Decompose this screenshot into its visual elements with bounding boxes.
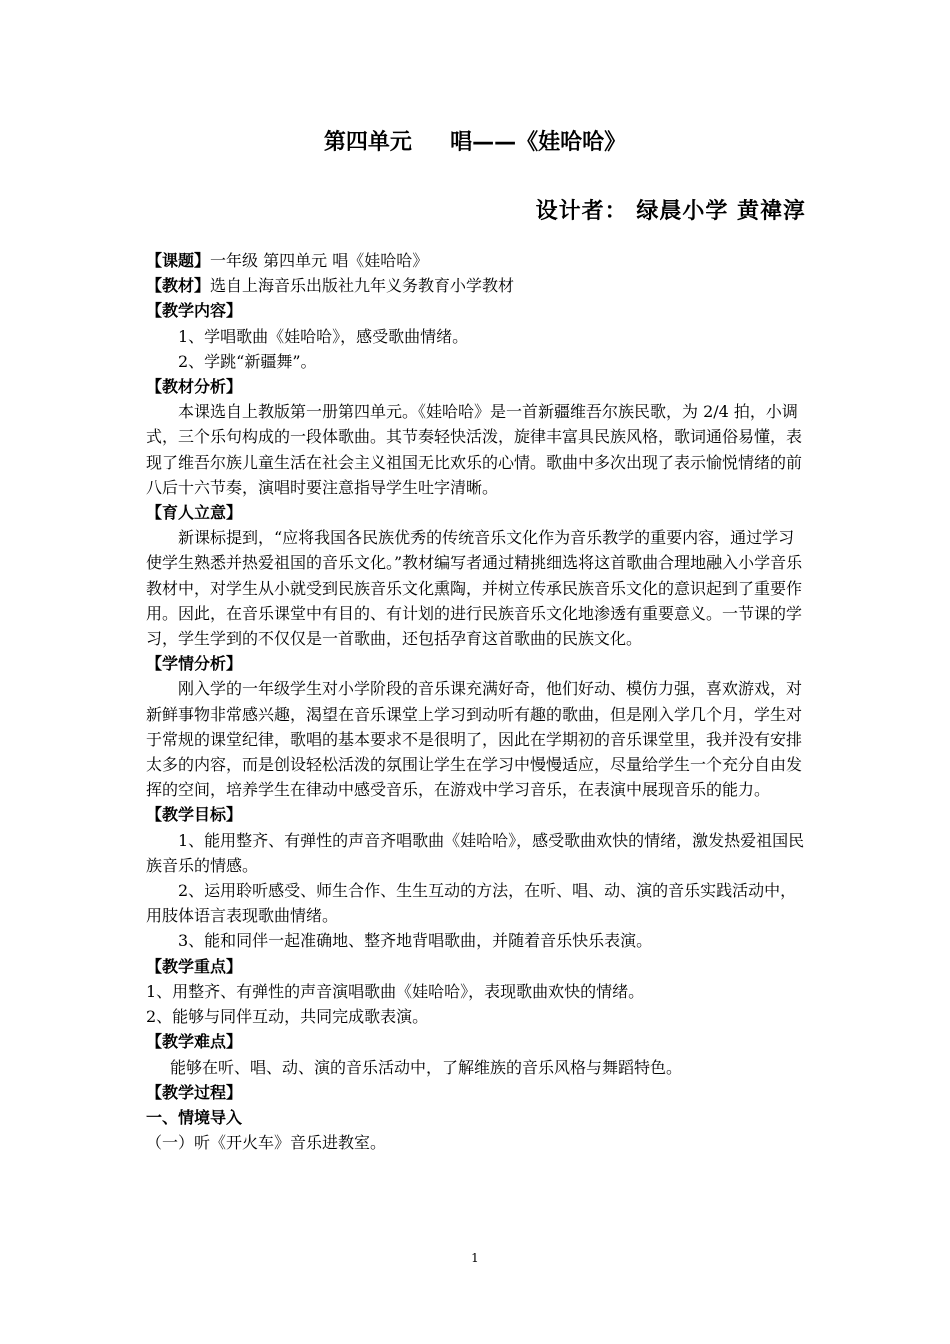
- paragraph: 本课选自上教版第一册第四单元。《娃哈哈》是一首新疆维吾尔族民歌，为 2/4 拍，小调式，三个乐句构成的一段体歌曲。其节奏轻快活泼，旋律丰富具民族风格，歌词通俗易懂，表现了维吾尔族儿童生活在社会主义祖国无比欢乐的心情。歌曲中多次出现了表示愉悦情绪的前八后十六节奏，演唱时要注意指导学生吐字清晰。: [146, 402, 803, 497]
- paragraph: 刚入学的一年级学生对小学阶段的音乐课充满好奇，他们好动、模仿力强，喜欢游戏，对新鲜事物非常感兴趣，渴望在音乐课堂上学习到动听有趣的歌曲，但是刚入学几个月，学生对于常规的课堂纪律，歌唱的基本要求不是很明了，因此在学期初的音乐课堂里，我并没有安排太多的内容，而是创设轻松活泼的氛围让学生在学习中慢慢适应，尽量给学生一个充分自由发挥的空间，培养学生在律动中感受音乐，在游戏中学习音乐，在表演中展现音乐的能力。: [146, 679, 803, 800]
- page-number: 1: [471, 1251, 479, 1265]
- section-heading: 【学情分析】: [146, 654, 243, 674]
- topic-text: 一年级 第四单元 唱《娃哈哈》: [210, 251, 429, 270]
- paragraph: 新课标提到，“应将我国各民族优秀的传统音乐文化作为音乐教学的重要内容，通过学习使学生熟悉并热爱祖国的音乐文化。”教材编写者通过精挑细选将这首歌曲合理地融入小学音乐教材中，对学生从小就受到民族音乐文化熏陶，并树立传承民族音乐文化的意识起到了重要作用。因此，在音乐课堂中有目的、有计划的进行民族音乐文化地渗透有重要意义。一节课的学习，学生学到的不仅仅是一首歌曲，还包括孕育这首歌曲的民族文化。: [146, 528, 803, 649]
- process-substep: （一）听《开火车》音乐进教室。: [146, 1133, 387, 1153]
- section-heading: 【教学难点】: [146, 1032, 243, 1052]
- lesson-plan-body: [146, 248, 806, 1155]
- list-item: 1、能用整齐、有弹性的声音齐唱歌曲《娃哈哈》，感受歌曲欢快的情绪，激发热爱祖国民族音乐的情感。: [146, 830, 805, 875]
- list-item: 3、能和同伴一起准确地、整齐地背唱歌曲，并随着音乐快乐表演。: [178, 931, 653, 951]
- list-item: 2、能够与同伴互动，共同完成歌表演。: [146, 1007, 429, 1027]
- document-title: 第四单元 唱——《娃哈哈》: [323, 130, 627, 155]
- section-heading: 【育人立意】: [146, 503, 243, 523]
- material-text: 选自上海音乐出版社九年义务教育小学教材: [210, 276, 515, 296]
- section-heading: 【教学重点】: [146, 956, 243, 976]
- list-item: 1、用整齐、有弹性的声音演唱歌曲《娃哈哈》，表现歌曲欢快的情绪。: [146, 981, 645, 1001]
- list-item: 2、运用聆听感受、师生合作、生生互动的方法，在听、唱、动、演的音乐实践活动中，用肢体语言表现歌曲情绪。: [146, 881, 797, 926]
- section-heading: 【教学内容】: [146, 301, 243, 321]
- designer-line: 设计者： 绿晨小学 黄禕淳: [535, 198, 806, 224]
- process-step: 一、情境导入: [146, 1107, 243, 1127]
- section-heading: 【教材】: [146, 276, 211, 296]
- list-item: 2、学跳“新疆舞”。: [178, 351, 317, 371]
- topic-line: [146, 248, 806, 273]
- section-heading: 【教材分析】: [146, 377, 243, 397]
- section-heading: 【教学目标】: [146, 805, 243, 825]
- section-heading: 【教学过程】: [146, 1082, 243, 1102]
- section-heading: 【课题】: [146, 251, 211, 270]
- material-line: [146, 273, 806, 298]
- paragraph: 能够在听、唱、动、演的音乐活动中，了解维族的音乐风格与舞蹈特色。: [170, 1057, 683, 1077]
- list-item: 1、学唱歌曲《娃哈哈》，感受歌曲情绪。: [178, 326, 469, 346]
